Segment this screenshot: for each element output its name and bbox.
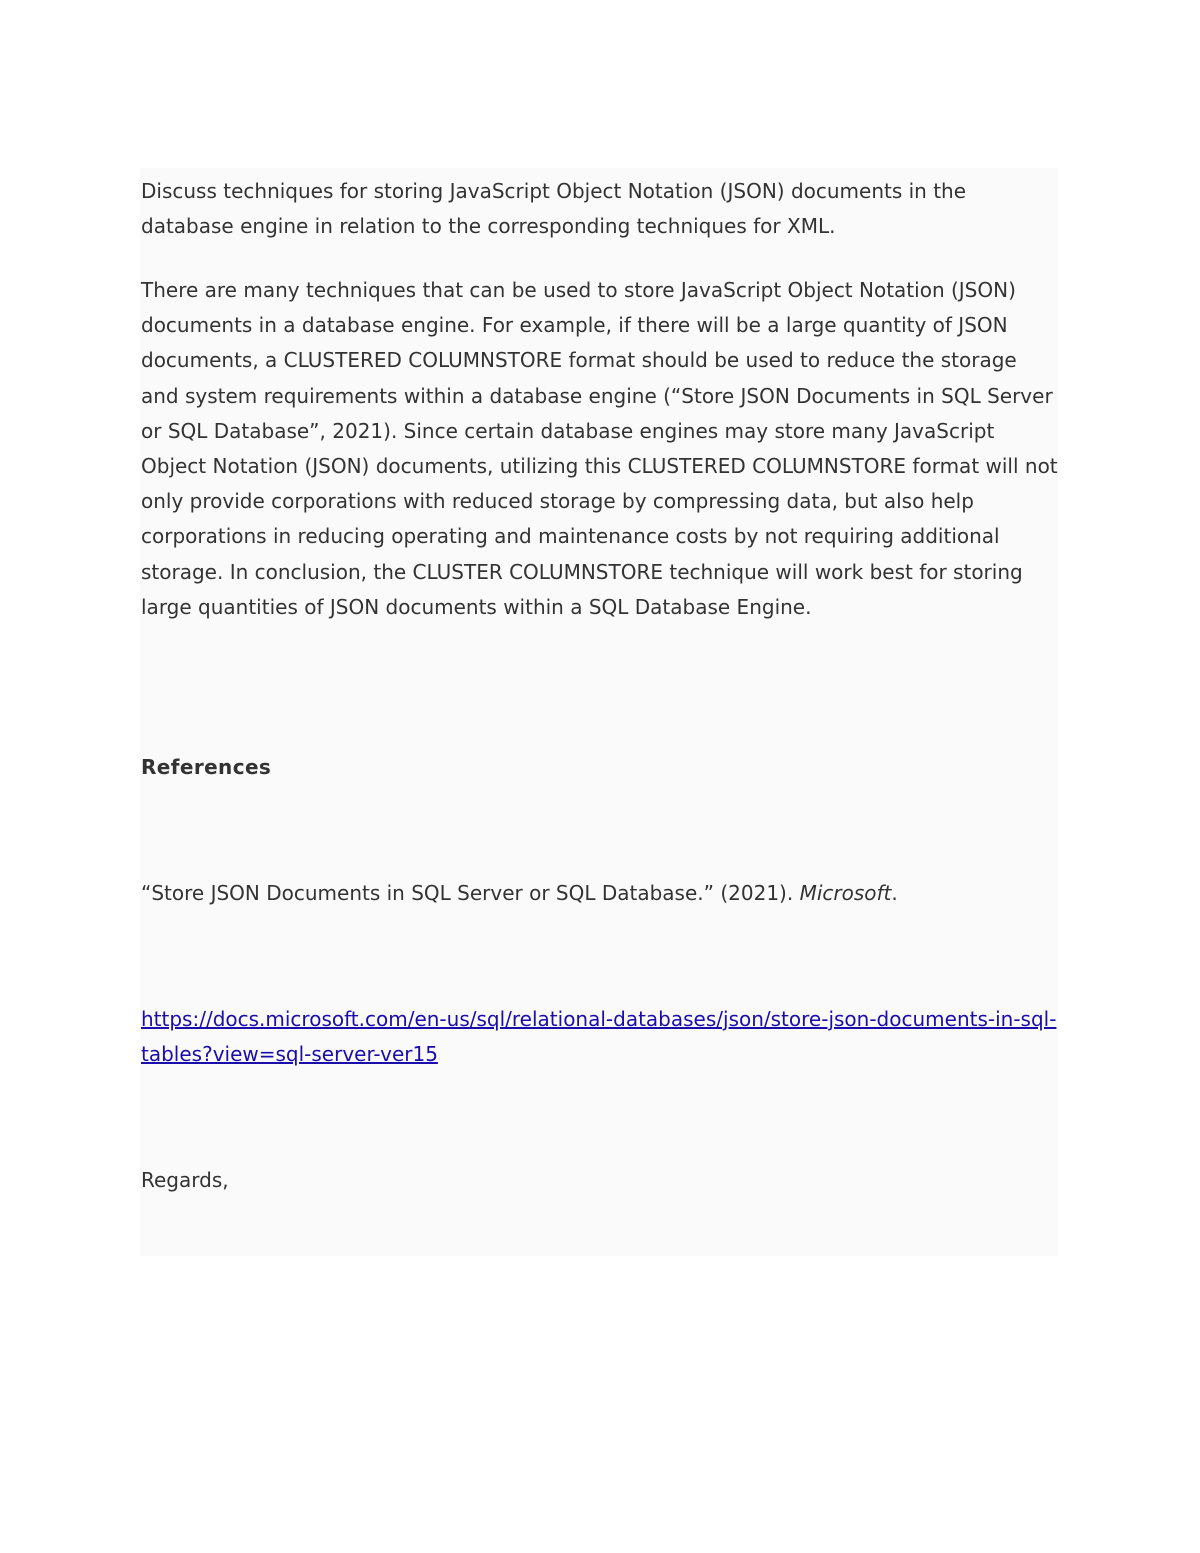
- closing-text: Regards,: [141, 1168, 229, 1192]
- answer-text: There are many techniques that can be used to store JavaScript Object Notation (JSON) documents in a database engine. For example, if there will be a large quantity of JSON documents, a CLUSTERED COLUMNSTORE format should be used to reduce the storage and system requirements within a database engine (“Store JSON Documents in SQL Server or SQL Database”, 2021). Since certain database engines may store many JavaScript Object Notation (JSON) documents, utilizing this CLUSTERED COLUMNSTORE format will not only provide corporations with reduced storage by compressing data, but also help corporations in reducing operating and maintenance costs by not requiring additional storage. In conclusion, the CLUSTER COLUMNSTORE technique will work best for storing large quantities of JSON documents within a SQL Database Engine.: [141, 278, 1058, 619]
- citation-text: “Store JSON Documents in SQL Server or SQL Database.” (2021).: [141, 881, 800, 905]
- references-heading: References: [141, 755, 272, 779]
- citation-end: .: [891, 881, 898, 905]
- reference-link[interactable]: https://docs.microsoft.com/en-us/sql/relational-databases/json/store-json-documents-in-sql-tables?view=sql-server-ver15: [141, 1007, 1057, 1067]
- citation-source: Microsoft: [799, 881, 892, 905]
- citation: [141, 876, 1059, 911]
- question-text: Discuss techniques for storing JavaScript Object Notation (JSON) documents in the database engine in relation to the corresponding techniques for XML.: [141, 179, 967, 239]
